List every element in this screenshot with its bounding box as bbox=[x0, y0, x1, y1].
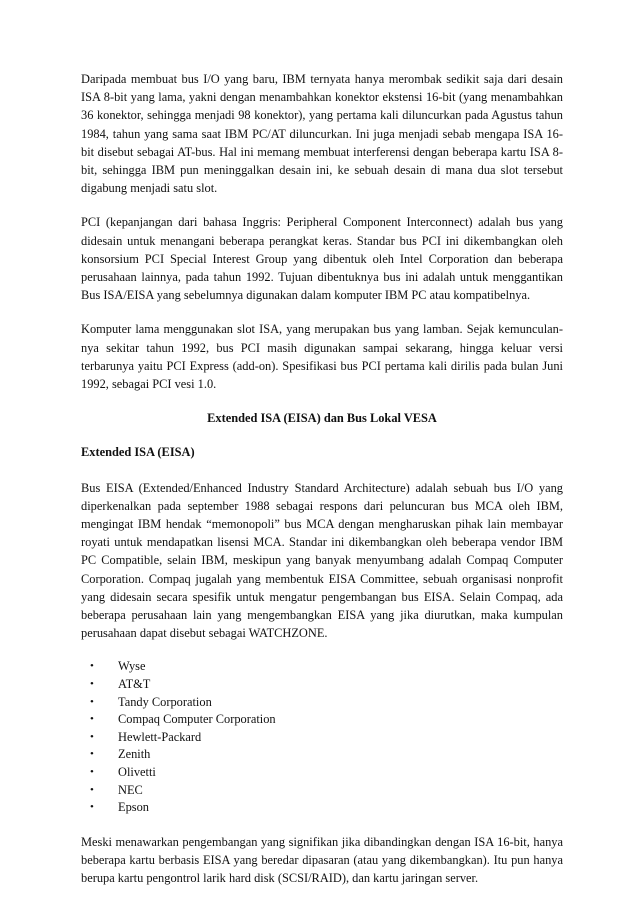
list-item bbox=[90, 746, 563, 764]
vendor-name: Wyse bbox=[118, 659, 146, 674]
paragraph-pci bbox=[81, 213, 563, 304]
text-line: yang didesain secara spesifik untuk mengatur pengembangan bus EISA. Selain Compaq, ada bbox=[81, 589, 563, 604]
vendor-name: AT&T bbox=[118, 677, 151, 692]
text-line: beberapa perusahaan lain yang mengembangkan EISA yang jika diurutkan, maka kumpulan bbox=[81, 608, 563, 623]
text-line: nya sekitar tahun 1992, bus PCI masih digunakan sampai sekarang, hingga keluar versi bbox=[81, 340, 563, 355]
text-line: bit disebut sebagai AT-bus. Hal ini memang membuat interferensi dengan beberapa kartu ISA 8- bbox=[81, 144, 563, 159]
list-item bbox=[90, 658, 563, 676]
list-item bbox=[90, 764, 563, 782]
vendor-name: Hewlett-Packard bbox=[118, 729, 202, 744]
paragraph-pci-history bbox=[81, 320, 563, 393]
list-item bbox=[90, 799, 563, 817]
vendor-name: Compaq Computer Corporation bbox=[118, 712, 276, 727]
vendor-name: NEC bbox=[118, 782, 143, 797]
text-line: bit, sehingga IBM pun meninggalkan desain ini, ke sebuah desain di mana dua slot tersebut bbox=[81, 163, 563, 178]
text-line: perusahaan dapat disebut sebagai WATCHZONE. bbox=[81, 626, 328, 641]
text-line: beberapa kartu berbasis EISA yang beredar dipasaran (atau yang dikembangkan). Itu pun hanya bbox=[81, 853, 563, 868]
text-line: Meski menawarkan pengembangan yang signifikan jika dibandingkan dengan ISA 16-bit, hanya bbox=[81, 834, 563, 849]
section-heading: Extended ISA (EISA) dan Bus Lokal VESA bbox=[207, 411, 437, 426]
document-body bbox=[81, 70, 563, 903]
text-line: perusahaan lainnya, pada tahun 1992. Tujuan dibentuknya bus ini adalah untuk menggantikan bbox=[81, 270, 563, 285]
text-line: 36 konektor, sehingga menjadi 98 konektor), yang pertama kali diluncurkan pada Agustus tahun bbox=[81, 108, 563, 123]
text-line: PCI (kepanjangan dari bahasa Inggris: Peripheral Component Interconnect) adalah bus yang bbox=[81, 215, 563, 230]
bullet-icon: • bbox=[90, 730, 94, 743]
list-item bbox=[90, 711, 563, 729]
vendor-name: Tandy Corporation bbox=[118, 694, 212, 709]
text-line: konsorsium PCI Special Interest Group yang dibentuk oleh Intel Corporation dan beberapa bbox=[81, 251, 563, 266]
text-line: didesain untuk menangani beberapa perangkat keras. Standar bus PCI ini dikembangkan oleh bbox=[81, 233, 563, 248]
vendor-name: Zenith bbox=[118, 747, 151, 762]
text-line: Bus ISA/EISA yang sebelumnya digunakan dalam komputer IBM PC atau kompatibelnya. bbox=[81, 288, 531, 303]
list-item bbox=[90, 676, 563, 694]
paragraph-closing bbox=[81, 833, 563, 888]
text-line: Bus EISA (Extended/Enhanced Industry Standard Architecture) adalah sebuah bus I/O yang bbox=[81, 480, 563, 495]
text-line: terbarunya yaitu PCI Express (add-on). Spesifikasi bus PCI pertama kali dirilis pada bulan Juni bbox=[81, 358, 563, 373]
text-line: ISA 8-bit yang lama, yakni dengan menambahkan konektor ekstensi 16-bit (yang menambahkan bbox=[81, 90, 563, 105]
text-line: PC Compatible, selain IBM, meskipun yang banyak menyumbang adalah Compaq Computer bbox=[81, 553, 563, 568]
text-line: mengingat IBM hendak “memonopoli” bus MCA dengan mengharuskan pihak lain membayar bbox=[81, 517, 563, 532]
text-line: royati untuk mendapatkan lisensi MCA. Standar ini dikembangkan oleh beberapa vendor IBM bbox=[81, 535, 563, 550]
vendor-name: Olivetti bbox=[118, 765, 156, 780]
vendor-name: Epson bbox=[118, 800, 149, 815]
bullet-icon: • bbox=[90, 783, 94, 796]
text-line: Komputer lama menggunakan slot ISA, yang merupakan bus yang lamban. Sejak kemunculan- bbox=[81, 322, 563, 337]
text-line: diperkenalkan pada september 1988 sebagai respons dari peluncuran bus MCA oleh IBM, bbox=[81, 498, 563, 513]
paragraph-isa16 bbox=[81, 70, 563, 197]
text-line: 1992, sebagai PCI vesi 1.0. bbox=[81, 377, 217, 392]
bullet-icon: • bbox=[90, 678, 94, 691]
bullet-icon: • bbox=[90, 748, 94, 761]
bullet-icon: • bbox=[90, 660, 94, 673]
bullet-icon: • bbox=[90, 695, 94, 708]
text-line: berupa kartu pengontrol larik hard disk (SCSI/RAID), dan kartu jaringan server. bbox=[81, 871, 479, 886]
bullet-icon: • bbox=[90, 713, 94, 726]
text-line: Daripada membuat bus I/O yang baru, IBM ternyata hanya merombak sedikit saja dari desain bbox=[81, 72, 563, 86]
paragraph-eisa bbox=[81, 479, 563, 643]
sub-heading: Extended ISA (EISA) bbox=[81, 445, 195, 460]
list-item bbox=[90, 729, 563, 747]
bullet-icon: • bbox=[90, 766, 94, 779]
text-line: digabung menjadi satu slot. bbox=[81, 181, 218, 196]
text-line: 1984, tahun yang sama saat IBM PC/AT diluncurkan. Ini juga menjadi sebab mengapa ISA 16- bbox=[81, 126, 563, 141]
list-item bbox=[90, 694, 563, 712]
vendor-list bbox=[81, 658, 563, 816]
bullet-icon: • bbox=[90, 801, 94, 814]
list-item bbox=[90, 782, 563, 800]
text-line: Corporation. Compaq jugalah yang membentuk EISA Committee, sebuah organisasi nonprofit bbox=[81, 571, 563, 586]
